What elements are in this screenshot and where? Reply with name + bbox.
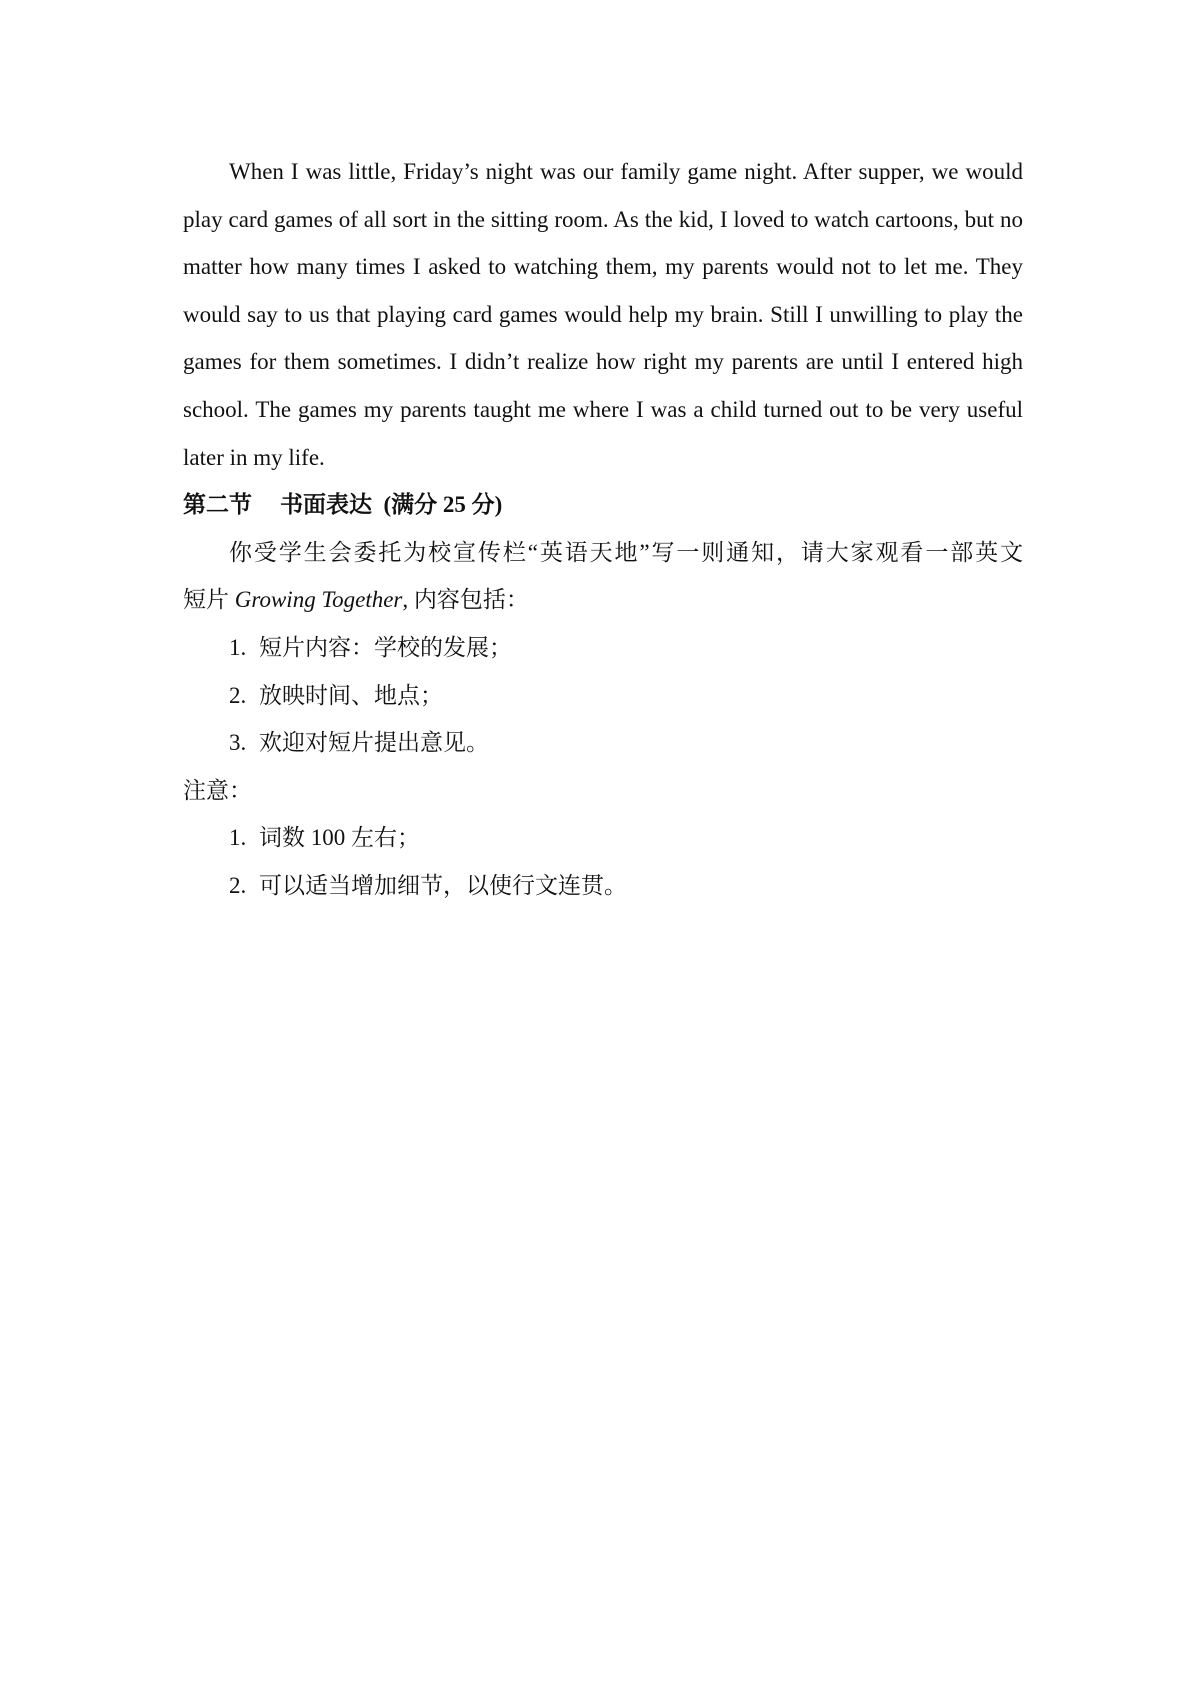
section-heading <box>183 481 1023 529</box>
note-item-2: 2. 可以适当增加细节，以使行文连贯。 <box>229 872 627 898</box>
film-title: Growing Together <box>234 587 403 613</box>
section-label: 第二节 <box>183 492 252 518</box>
section-title: 书面表达 <box>280 492 372 518</box>
task-item-1: 1. 短片内容：学校的发展； <box>229 634 512 660</box>
section-score: (满分 25 分) <box>383 492 503 518</box>
page-content <box>183 148 1023 910</box>
passage-paragraph: When I was little, Friday’s night was our family game night. After supper, we would play card games of all sort in the sitting room. As the kid, I loved to watch cartoons, but no matter how many times I asked to watching them, my parents would not to let me. They would say to us that playing card games would help my brain. Still I unwilling to play the games for them sometimes. I didn’t realize how right my parents are until I entered high school. The games my parents taught me where I was a child turned out to be very useful later in my life. <box>183 159 1023 470</box>
task-instruction-line-1: 你受学生会委托为校宣传栏“英语天地”写一则通知，请大家观看一部英文 <box>229 539 1023 565</box>
task-item-3: 3. 欢迎对短片提出意见。 <box>229 730 489 756</box>
notes-label: 注意： <box>183 777 252 803</box>
note-item-1: 1. 词数 100 左右； <box>229 825 420 851</box>
task-item-2: 2. 放映时间、地点； <box>229 682 443 708</box>
task-instruction-line-2: 短片 Growing Together, 内容包括： <box>183 587 529 613</box>
